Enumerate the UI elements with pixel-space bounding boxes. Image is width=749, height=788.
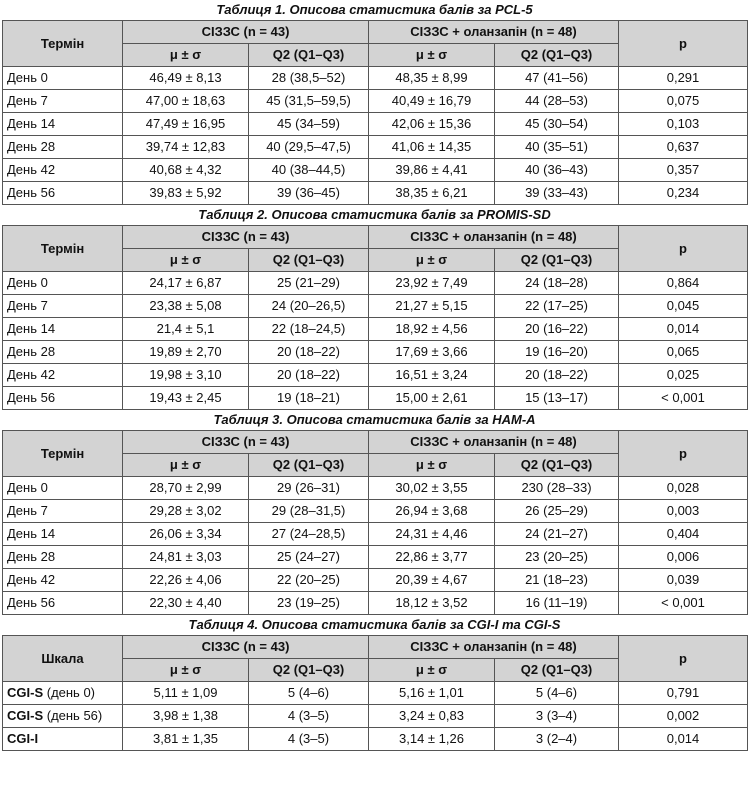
group2-mean-sd-cell: 3,14 ± 1,26 <box>369 728 495 751</box>
group1-mean-sd-cell: 22,30 ± 4,40 <box>123 592 249 615</box>
row-label-text: День 0 <box>7 480 48 495</box>
table-row <box>3 705 748 728</box>
group1-median-iqr-cell: 25 (21–29) <box>249 272 369 295</box>
group2-mean-sd-cell: 5,16 ± 1,01 <box>369 682 495 705</box>
row-label-text: День 14 <box>7 321 56 336</box>
group2-median-iqr-cell: 19 (16–20) <box>495 341 619 364</box>
table-row <box>3 728 748 751</box>
first-column-header: Шкала <box>3 636 123 682</box>
group1-median-iqr-cell: 24 (20–26,5) <box>249 295 369 318</box>
mean-sd-header: μ ± σ <box>123 44 249 67</box>
mean-sd-header: μ ± σ <box>369 454 495 477</box>
group1-mean-sd-cell: 24,17 ± 6,87 <box>123 272 249 295</box>
row-label <box>3 569 123 592</box>
row-label-text: День 56 <box>7 595 56 610</box>
group2-median-iqr-cell: 15 (13–17) <box>495 387 619 410</box>
table-row <box>3 341 748 364</box>
p-value-cell: 0,025 <box>619 364 748 387</box>
scale-timepoint: (день 56) <box>43 708 103 723</box>
median-iqr-header: Q2 (Q1–Q3) <box>249 659 369 682</box>
table-row <box>3 318 748 341</box>
table-row <box>3 523 748 546</box>
group2-mean-sd-cell: 22,86 ± 3,77 <box>369 546 495 569</box>
p-value-cell: < 0,001 <box>619 592 748 615</box>
table-row <box>3 364 748 387</box>
group1-median-iqr-cell: 28 (38,5–52) <box>249 67 369 90</box>
row-label-text: День 28 <box>7 139 56 154</box>
group1-mean-sd-cell: 22,26 ± 4,06 <box>123 569 249 592</box>
row-label-text: День 0 <box>7 275 48 290</box>
group1-mean-sd-cell: 3,98 ± 1,38 <box>123 705 249 728</box>
row-label-text: День 42 <box>7 162 56 177</box>
group-ssri-olanzapine-header: СІЗЗС + оланзапін (n = 48) <box>369 636 619 659</box>
row-label-text: День 0 <box>7 70 48 85</box>
group1-mean-sd-cell: 21,4 ± 5,1 <box>123 318 249 341</box>
group2-median-iqr-cell: 39 (33–43) <box>495 182 619 205</box>
table-row <box>3 90 748 113</box>
group2-median-iqr-cell: 20 (18–22) <box>495 364 619 387</box>
first-column-header: Термін <box>3 226 123 272</box>
row-label-text: День 14 <box>7 526 56 541</box>
group1-median-iqr-cell: 29 (26–31) <box>249 477 369 500</box>
group2-median-iqr-cell: 23 (20–25) <box>495 546 619 569</box>
group1-median-iqr-cell: 23 (19–25) <box>249 592 369 615</box>
first-column-header: Термін <box>3 431 123 477</box>
table-row <box>3 546 748 569</box>
scale-timepoint: (день 0) <box>43 685 96 700</box>
group1-median-iqr-cell: 20 (18–22) <box>249 341 369 364</box>
group1-median-iqr-cell: 40 (38–44,5) <box>249 159 369 182</box>
table-row <box>3 592 748 615</box>
p-value-cell: 0,357 <box>619 159 748 182</box>
first-column-header: Термін <box>3 21 123 67</box>
row-label <box>3 364 123 387</box>
row-label-text: День 28 <box>7 344 56 359</box>
group2-mean-sd-cell: 20,39 ± 4,67 <box>369 569 495 592</box>
group1-mean-sd-cell: 28,70 ± 2,99 <box>123 477 249 500</box>
median-iqr-header: Q2 (Q1–Q3) <box>249 44 369 67</box>
group2-median-iqr-cell: 21 (18–23) <box>495 569 619 592</box>
group2-mean-sd-cell: 39,86 ± 4,41 <box>369 159 495 182</box>
p-value-cell: 0,006 <box>619 546 748 569</box>
group2-median-iqr-cell: 16 (11–19) <box>495 592 619 615</box>
median-iqr-header: Q2 (Q1–Q3) <box>249 454 369 477</box>
group2-median-iqr-cell: 26 (25–29) <box>495 500 619 523</box>
group1-median-iqr-cell: 5 (4–6) <box>249 682 369 705</box>
row-label <box>3 523 123 546</box>
p-value-cell: 0,014 <box>619 318 748 341</box>
p-value-cell: 0,864 <box>619 272 748 295</box>
row-label <box>3 182 123 205</box>
p-value-header: p <box>619 636 748 682</box>
p-value-cell: 0,404 <box>619 523 748 546</box>
p-value-header: p <box>619 226 748 272</box>
group2-median-iqr-cell: 40 (36–43) <box>495 159 619 182</box>
group2-median-iqr-cell: 47 (41–56) <box>495 67 619 90</box>
group2-median-iqr-cell: 24 (18–28) <box>495 272 619 295</box>
p-value-cell: 0,791 <box>619 682 748 705</box>
p-value-cell: 0,045 <box>619 295 748 318</box>
group2-mean-sd-cell: 21,27 ± 5,15 <box>369 295 495 318</box>
group-ssri-olanzapine-header: СІЗЗС + оланзапін (n = 48) <box>369 21 619 44</box>
p-value-cell: 0,291 <box>619 67 748 90</box>
scale-name: CGI-S <box>7 685 44 700</box>
group-ssri-header: СІЗЗС (n = 43) <box>123 431 369 454</box>
row-label-text: День 42 <box>7 572 56 587</box>
p-value-cell: 0,002 <box>619 705 748 728</box>
group2-mean-sd-cell: 17,69 ± 3,66 <box>369 341 495 364</box>
table-row <box>3 477 748 500</box>
p-value-cell: 0,028 <box>619 477 748 500</box>
group1-median-iqr-cell: 22 (20–25) <box>249 569 369 592</box>
statistics-table <box>2 20 748 205</box>
group2-mean-sd-cell: 40,49 ± 16,79 <box>369 90 495 113</box>
row-label <box>3 113 123 136</box>
group2-mean-sd-cell: 42,06 ± 15,36 <box>369 113 495 136</box>
table-row <box>3 159 748 182</box>
statistics-table <box>2 225 748 410</box>
row-label-text: День 7 <box>7 298 48 313</box>
group2-mean-sd-cell: 23,92 ± 7,49 <box>369 272 495 295</box>
mean-sd-header: μ ± σ <box>123 659 249 682</box>
row-label <box>3 90 123 113</box>
row-label <box>3 682 123 705</box>
group1-mean-sd-cell: 26,06 ± 3,34 <box>123 523 249 546</box>
table-caption: Таблиця 3. Описова статистика балів за HAM-A <box>213 412 536 427</box>
p-value-header: p <box>619 21 748 67</box>
p-value-cell: 0,014 <box>619 728 748 751</box>
row-label <box>3 159 123 182</box>
group1-median-iqr-cell: 45 (31,5–59,5) <box>249 90 369 113</box>
group1-median-iqr-cell: 4 (3–5) <box>249 728 369 751</box>
group1-mean-sd-cell: 39,83 ± 5,92 <box>123 182 249 205</box>
table-caption: Таблиця 4. Описова статистика балів за CGI-I та CGI-S <box>188 617 561 632</box>
group2-median-iqr-cell: 3 (3–4) <box>495 705 619 728</box>
group2-mean-sd-cell: 15,00 ± 2,61 <box>369 387 495 410</box>
row-label-text: День 56 <box>7 390 56 405</box>
group2-median-iqr-cell: 44 (28–53) <box>495 90 619 113</box>
row-label <box>3 67 123 90</box>
mean-sd-header: μ ± σ <box>369 249 495 272</box>
group-ssri-header: СІЗЗС (n = 43) <box>123 636 369 659</box>
group2-mean-sd-cell: 41,06 ± 14,35 <box>369 136 495 159</box>
group1-median-iqr-cell: 19 (18–21) <box>249 387 369 410</box>
row-label-text: День 14 <box>7 116 56 131</box>
group1-mean-sd-cell: 24,81 ± 3,03 <box>123 546 249 569</box>
group2-mean-sd-cell: 18,12 ± 3,52 <box>369 592 495 615</box>
mean-sd-header: μ ± σ <box>123 454 249 477</box>
table-row <box>3 136 748 159</box>
group1-median-iqr-cell: 45 (34–59) <box>249 113 369 136</box>
p-value-cell: 0,003 <box>619 500 748 523</box>
row-label <box>3 728 123 751</box>
group2-median-iqr-cell: 230 (28–33) <box>495 477 619 500</box>
group2-mean-sd-cell: 3,24 ± 0,83 <box>369 705 495 728</box>
group1-median-iqr-cell: 25 (24–27) <box>249 546 369 569</box>
table-caption: Таблиця 2. Описова статистика балів за PROMIS-SD <box>198 207 551 222</box>
row-label <box>3 592 123 615</box>
row-label <box>3 387 123 410</box>
p-value-cell: 0,103 <box>619 113 748 136</box>
group2-mean-sd-cell: 30,02 ± 3,55 <box>369 477 495 500</box>
median-iqr-header: Q2 (Q1–Q3) <box>495 44 619 67</box>
table-row <box>3 295 748 318</box>
table-row <box>3 500 748 523</box>
median-iqr-header: Q2 (Q1–Q3) <box>495 659 619 682</box>
group1-mean-sd-cell: 39,74 ± 12,83 <box>123 136 249 159</box>
group1-mean-sd-cell: 5,11 ± 1,09 <box>123 682 249 705</box>
row-label <box>3 341 123 364</box>
p-value-cell: 0,234 <box>619 182 748 205</box>
group1-median-iqr-cell: 39 (36–45) <box>249 182 369 205</box>
group1-mean-sd-cell: 47,00 ± 18,63 <box>123 90 249 113</box>
p-value-cell: < 0,001 <box>619 387 748 410</box>
group2-mean-sd-cell: 16,51 ± 3,24 <box>369 364 495 387</box>
group1-mean-sd-cell: 40,68 ± 4,32 <box>123 159 249 182</box>
table-row <box>3 182 748 205</box>
row-label <box>3 500 123 523</box>
group1-mean-sd-cell: 19,89 ± 2,70 <box>123 341 249 364</box>
group1-median-iqr-cell: 4 (3–5) <box>249 705 369 728</box>
mean-sd-header: μ ± σ <box>369 659 495 682</box>
group1-median-iqr-cell: 22 (18–24,5) <box>249 318 369 341</box>
table-row <box>3 272 748 295</box>
group-ssri-olanzapine-header: СІЗЗС + оланзапін (n = 48) <box>369 431 619 454</box>
row-label-text: День 7 <box>7 93 48 108</box>
median-iqr-header: Q2 (Q1–Q3) <box>495 454 619 477</box>
table-row <box>3 113 748 136</box>
row-label-text: День 56 <box>7 185 56 200</box>
group1-mean-sd-cell: 29,28 ± 3,02 <box>123 500 249 523</box>
p-value-cell: 0,065 <box>619 341 748 364</box>
group-ssri-header: СІЗЗС (n = 43) <box>123 226 369 249</box>
p-value-header: p <box>619 431 748 477</box>
mean-sd-header: μ ± σ <box>369 44 495 67</box>
table-row <box>3 387 748 410</box>
p-value-cell: 0,637 <box>619 136 748 159</box>
p-value-cell: 0,075 <box>619 90 748 113</box>
group2-median-iqr-cell: 5 (4–6) <box>495 682 619 705</box>
row-label <box>3 705 123 728</box>
group2-mean-sd-cell: 24,31 ± 4,46 <box>369 523 495 546</box>
row-label <box>3 318 123 341</box>
table-row <box>3 569 748 592</box>
statistics-table <box>2 430 748 615</box>
row-label-text: День 28 <box>7 549 56 564</box>
table-row <box>3 67 748 90</box>
group2-mean-sd-cell: 26,94 ± 3,68 <box>369 500 495 523</box>
group2-median-iqr-cell: 22 (17–25) <box>495 295 619 318</box>
row-label <box>3 136 123 159</box>
row-label-text: День 7 <box>7 503 48 518</box>
p-value-cell: 0,039 <box>619 569 748 592</box>
group1-mean-sd-cell: 46,49 ± 8,13 <box>123 67 249 90</box>
group1-mean-sd-cell: 19,43 ± 2,45 <box>123 387 249 410</box>
group2-median-iqr-cell: 20 (16–22) <box>495 318 619 341</box>
group2-mean-sd-cell: 18,92 ± 4,56 <box>369 318 495 341</box>
scale-name: CGI-S <box>7 708 44 723</box>
row-label-text: День 42 <box>7 367 56 382</box>
group2-median-iqr-cell: 40 (35–51) <box>495 136 619 159</box>
table-row <box>3 682 748 705</box>
group2-median-iqr-cell: 3 (2–4) <box>495 728 619 751</box>
row-label <box>3 272 123 295</box>
statistics-table <box>2 635 748 751</box>
group-ssri-header: СІЗЗС (n = 43) <box>123 21 369 44</box>
group1-mean-sd-cell: 19,98 ± 3,10 <box>123 364 249 387</box>
median-iqr-header: Q2 (Q1–Q3) <box>495 249 619 272</box>
group2-mean-sd-cell: 38,35 ± 6,21 <box>369 182 495 205</box>
row-label-text: CGI-I <box>7 731 39 746</box>
table-caption: Таблиця 1. Описова статистика балів за PCL-5 <box>216 2 533 17</box>
median-iqr-header: Q2 (Q1–Q3) <box>249 249 369 272</box>
row-label <box>3 546 123 569</box>
group1-mean-sd-cell: 23,38 ± 5,08 <box>123 295 249 318</box>
group1-median-iqr-cell: 20 (18–22) <box>249 364 369 387</box>
group2-median-iqr-cell: 45 (30–54) <box>495 113 619 136</box>
mean-sd-header: μ ± σ <box>123 249 249 272</box>
group2-median-iqr-cell: 24 (21–27) <box>495 523 619 546</box>
group-ssri-olanzapine-header: СІЗЗС + оланзапін (n = 48) <box>369 226 619 249</box>
row-label <box>3 295 123 318</box>
group1-mean-sd-cell: 47,49 ± 16,95 <box>123 113 249 136</box>
group1-mean-sd-cell: 3,81 ± 1,35 <box>123 728 249 751</box>
row-label <box>3 477 123 500</box>
group1-median-iqr-cell: 40 (29,5–47,5) <box>249 136 369 159</box>
group2-mean-sd-cell: 48,35 ± 8,99 <box>369 67 495 90</box>
group1-median-iqr-cell: 27 (24–28,5) <box>249 523 369 546</box>
group1-median-iqr-cell: 29 (28–31,5) <box>249 500 369 523</box>
